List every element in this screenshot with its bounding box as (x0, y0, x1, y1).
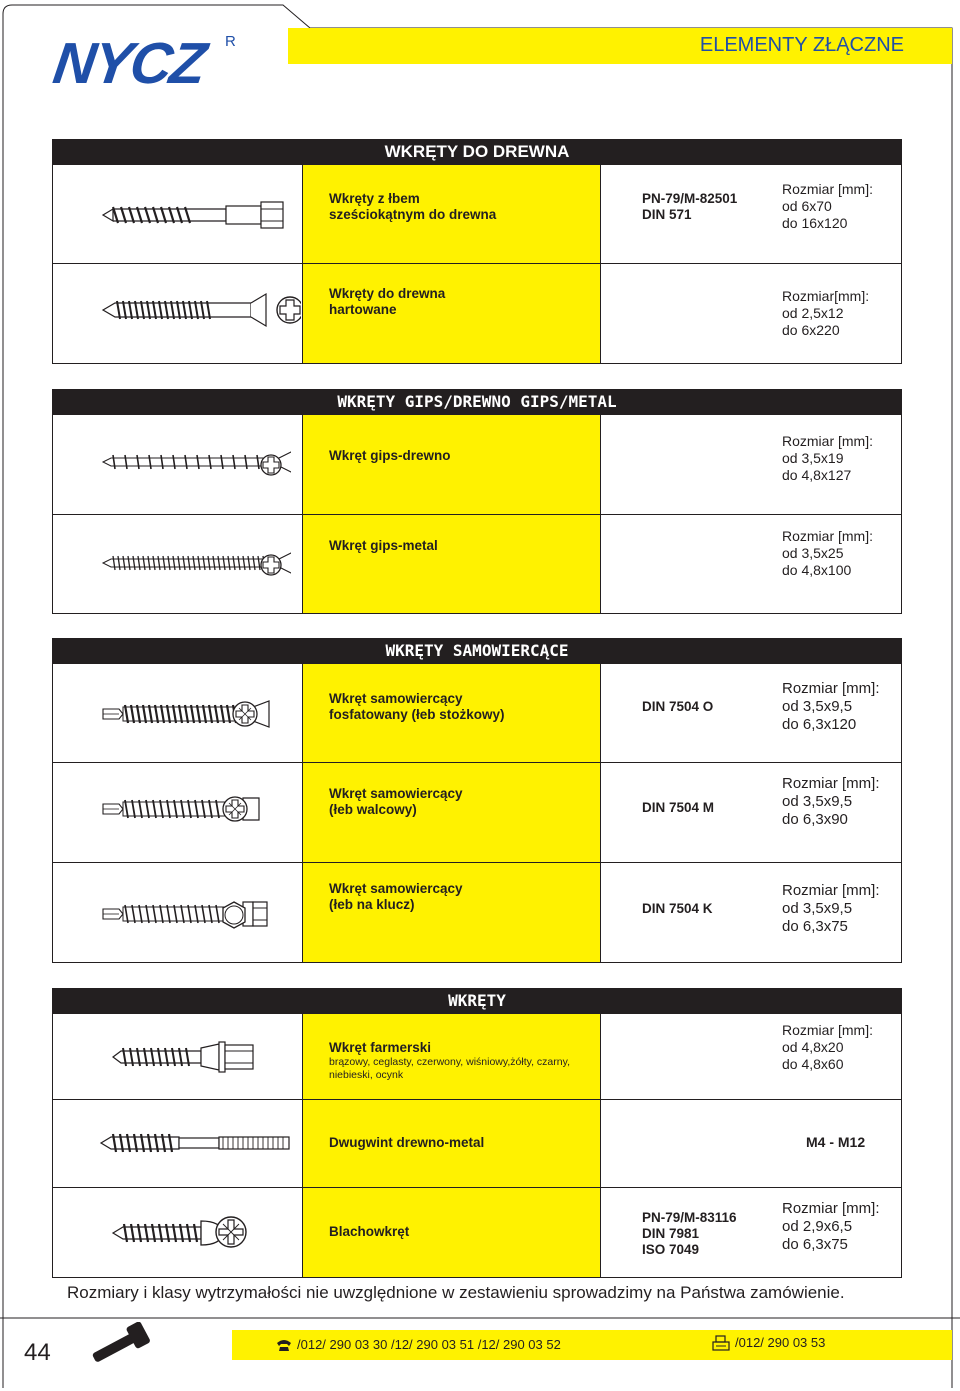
image-cell (53, 515, 303, 613)
registered-mark: R (225, 33, 236, 50)
name-cell (303, 165, 601, 263)
section-title-drywall-screws: WKRĘTY GIPS/DREWNO GIPS/METAL (52, 389, 902, 415)
size-range: Rozmiar [mm]: od 3,5x9,5 do 6,3x120 (782, 680, 880, 733)
product-name: Wkręt gips-drewno (329, 448, 451, 463)
table-row (52, 1014, 902, 1100)
table-row (52, 664, 902, 763)
page-title: ELEMENTY ZŁĄCZNE (699, 34, 904, 56)
image-cell (53, 863, 303, 962)
size-range: Rozmiar [mm]: od 4,8x20 do 4,8x60 (782, 1022, 873, 1072)
size-range: Rozmiar [mm]: od 2,9x6,5 do 6,3x75 (782, 1200, 880, 1253)
page-number: 44 (24, 1339, 51, 1366)
product-name: Wkręty z łbem sześciokątnym do drewna (329, 191, 497, 222)
phillips-head-icon (259, 553, 283, 577)
image-cell (53, 763, 303, 862)
name-cell (303, 763, 601, 862)
image-cell (53, 664, 303, 762)
image-cell (53, 1188, 303, 1277)
section-title-self-drilling-screws: WKRĘTY SAMOWIERCĄCE (52, 638, 902, 664)
double-thread-screw-icon (99, 1130, 299, 1156)
table-row (52, 165, 902, 264)
table-row (52, 415, 902, 515)
product-name: Wkręt samowiercący fosfatowany (łeb stożkowy) (329, 691, 505, 722)
pozidriv-head-icon (231, 700, 259, 728)
image-cell (53, 165, 303, 263)
size-range: Rozmiar[mm]: od 2,5x12 do 6x220 (782, 288, 870, 338)
table-row (52, 1188, 902, 1278)
product-name: Dwugwint drewno-metal (329, 1135, 485, 1150)
table-row (52, 863, 902, 963)
image-cell (53, 1100, 303, 1187)
image-cell (53, 415, 303, 514)
product-colors: brązowy, ceglasty, czerwony, wiśniowy,żółty, czarny, niebieski, ocynk (329, 1056, 570, 1081)
product-name: Wkręt farmerski brązowy, ceglasty, czerwony, wiśniowy,żółty, czarny, niebieski, ocynk (329, 1040, 591, 1082)
hardened-wood-screw-icon (101, 292, 301, 328)
name-cell (303, 1014, 601, 1099)
phone-numbers: /012/ 290 03 30 /12/ 290 03 51 /12/ 290 03 52 (297, 1337, 561, 1352)
name-cell (303, 1188, 601, 1277)
section-title-screws: WKRĘTY (52, 988, 902, 1014)
standard-label: DIN 7504 O (642, 699, 714, 714)
size-range: Rozmiar [mm]: od 3,5x9,5 do 6,3x90 (782, 775, 880, 828)
phone-icon (276, 1338, 292, 1352)
pozidriv-head-icon (213, 1214, 249, 1250)
product-name: Wkręt samowiercący (łeb na klucz) (329, 881, 463, 912)
size-range: Rozmiar [mm]: od 3,5x19 do 4,8x127 (782, 433, 873, 483)
product-name: Wkręt gips-metal (329, 538, 438, 553)
phillips-head-icon (221, 795, 249, 823)
name-cell (303, 863, 601, 962)
footnote: Rozmiary i klasy wytrzymałości nie uwzględnione w zestawieniu sprowadzimy na Państwa zamówienie. (67, 1283, 845, 1302)
hex-head-wood-screw-icon (101, 200, 291, 230)
standard-label: DIN 7504 M (642, 800, 715, 815)
product-name: Blachowkręt (329, 1224, 410, 1239)
name-cell (303, 664, 601, 762)
bolt-icon (86, 1322, 156, 1364)
hex-nut-head-icon (219, 900, 249, 930)
table-row (52, 1100, 902, 1188)
name-cell (303, 515, 601, 613)
size-range: Rozmiar [mm]: od 3,5x9,5 do 6,3x75 (782, 882, 880, 935)
image-cell (53, 264, 303, 363)
product-name: Wkręt samowiercący (łeb walcowy) (329, 786, 463, 817)
standard-label: PN-79/M-82501 DIN 571 (642, 191, 738, 222)
table-row (52, 515, 902, 614)
logo: NYCZ (49, 31, 209, 96)
farmer-screw-icon (111, 1038, 271, 1076)
name-cell (303, 415, 601, 514)
product-name: Wkręty do drewna hartowane (329, 286, 446, 317)
table-row (52, 763, 902, 863)
size-range: Rozmiar [mm]: od 6x70 do 16x120 (782, 181, 873, 231)
name-cell (303, 264, 601, 363)
phillips-head-icon (259, 453, 283, 477)
section-title-wood-screws: WKRĘTY DO DREWNA (52, 139, 902, 165)
standard-label: DIN 7504 K (642, 901, 713, 916)
image-cell (53, 1014, 303, 1099)
fax-icon (712, 1335, 730, 1351)
size-range: Rozmiar [mm]: od 3,5x25 do 4,8x100 (782, 528, 873, 578)
standard-label: PN-79/M-83116 DIN 7981 ISO 7049 (642, 1210, 737, 1257)
table-row (52, 264, 902, 364)
fax-number: /012/ 290 03 53 (735, 1335, 826, 1350)
name-cell (303, 1100, 601, 1187)
size-range: M4 - M12 (806, 1134, 866, 1150)
